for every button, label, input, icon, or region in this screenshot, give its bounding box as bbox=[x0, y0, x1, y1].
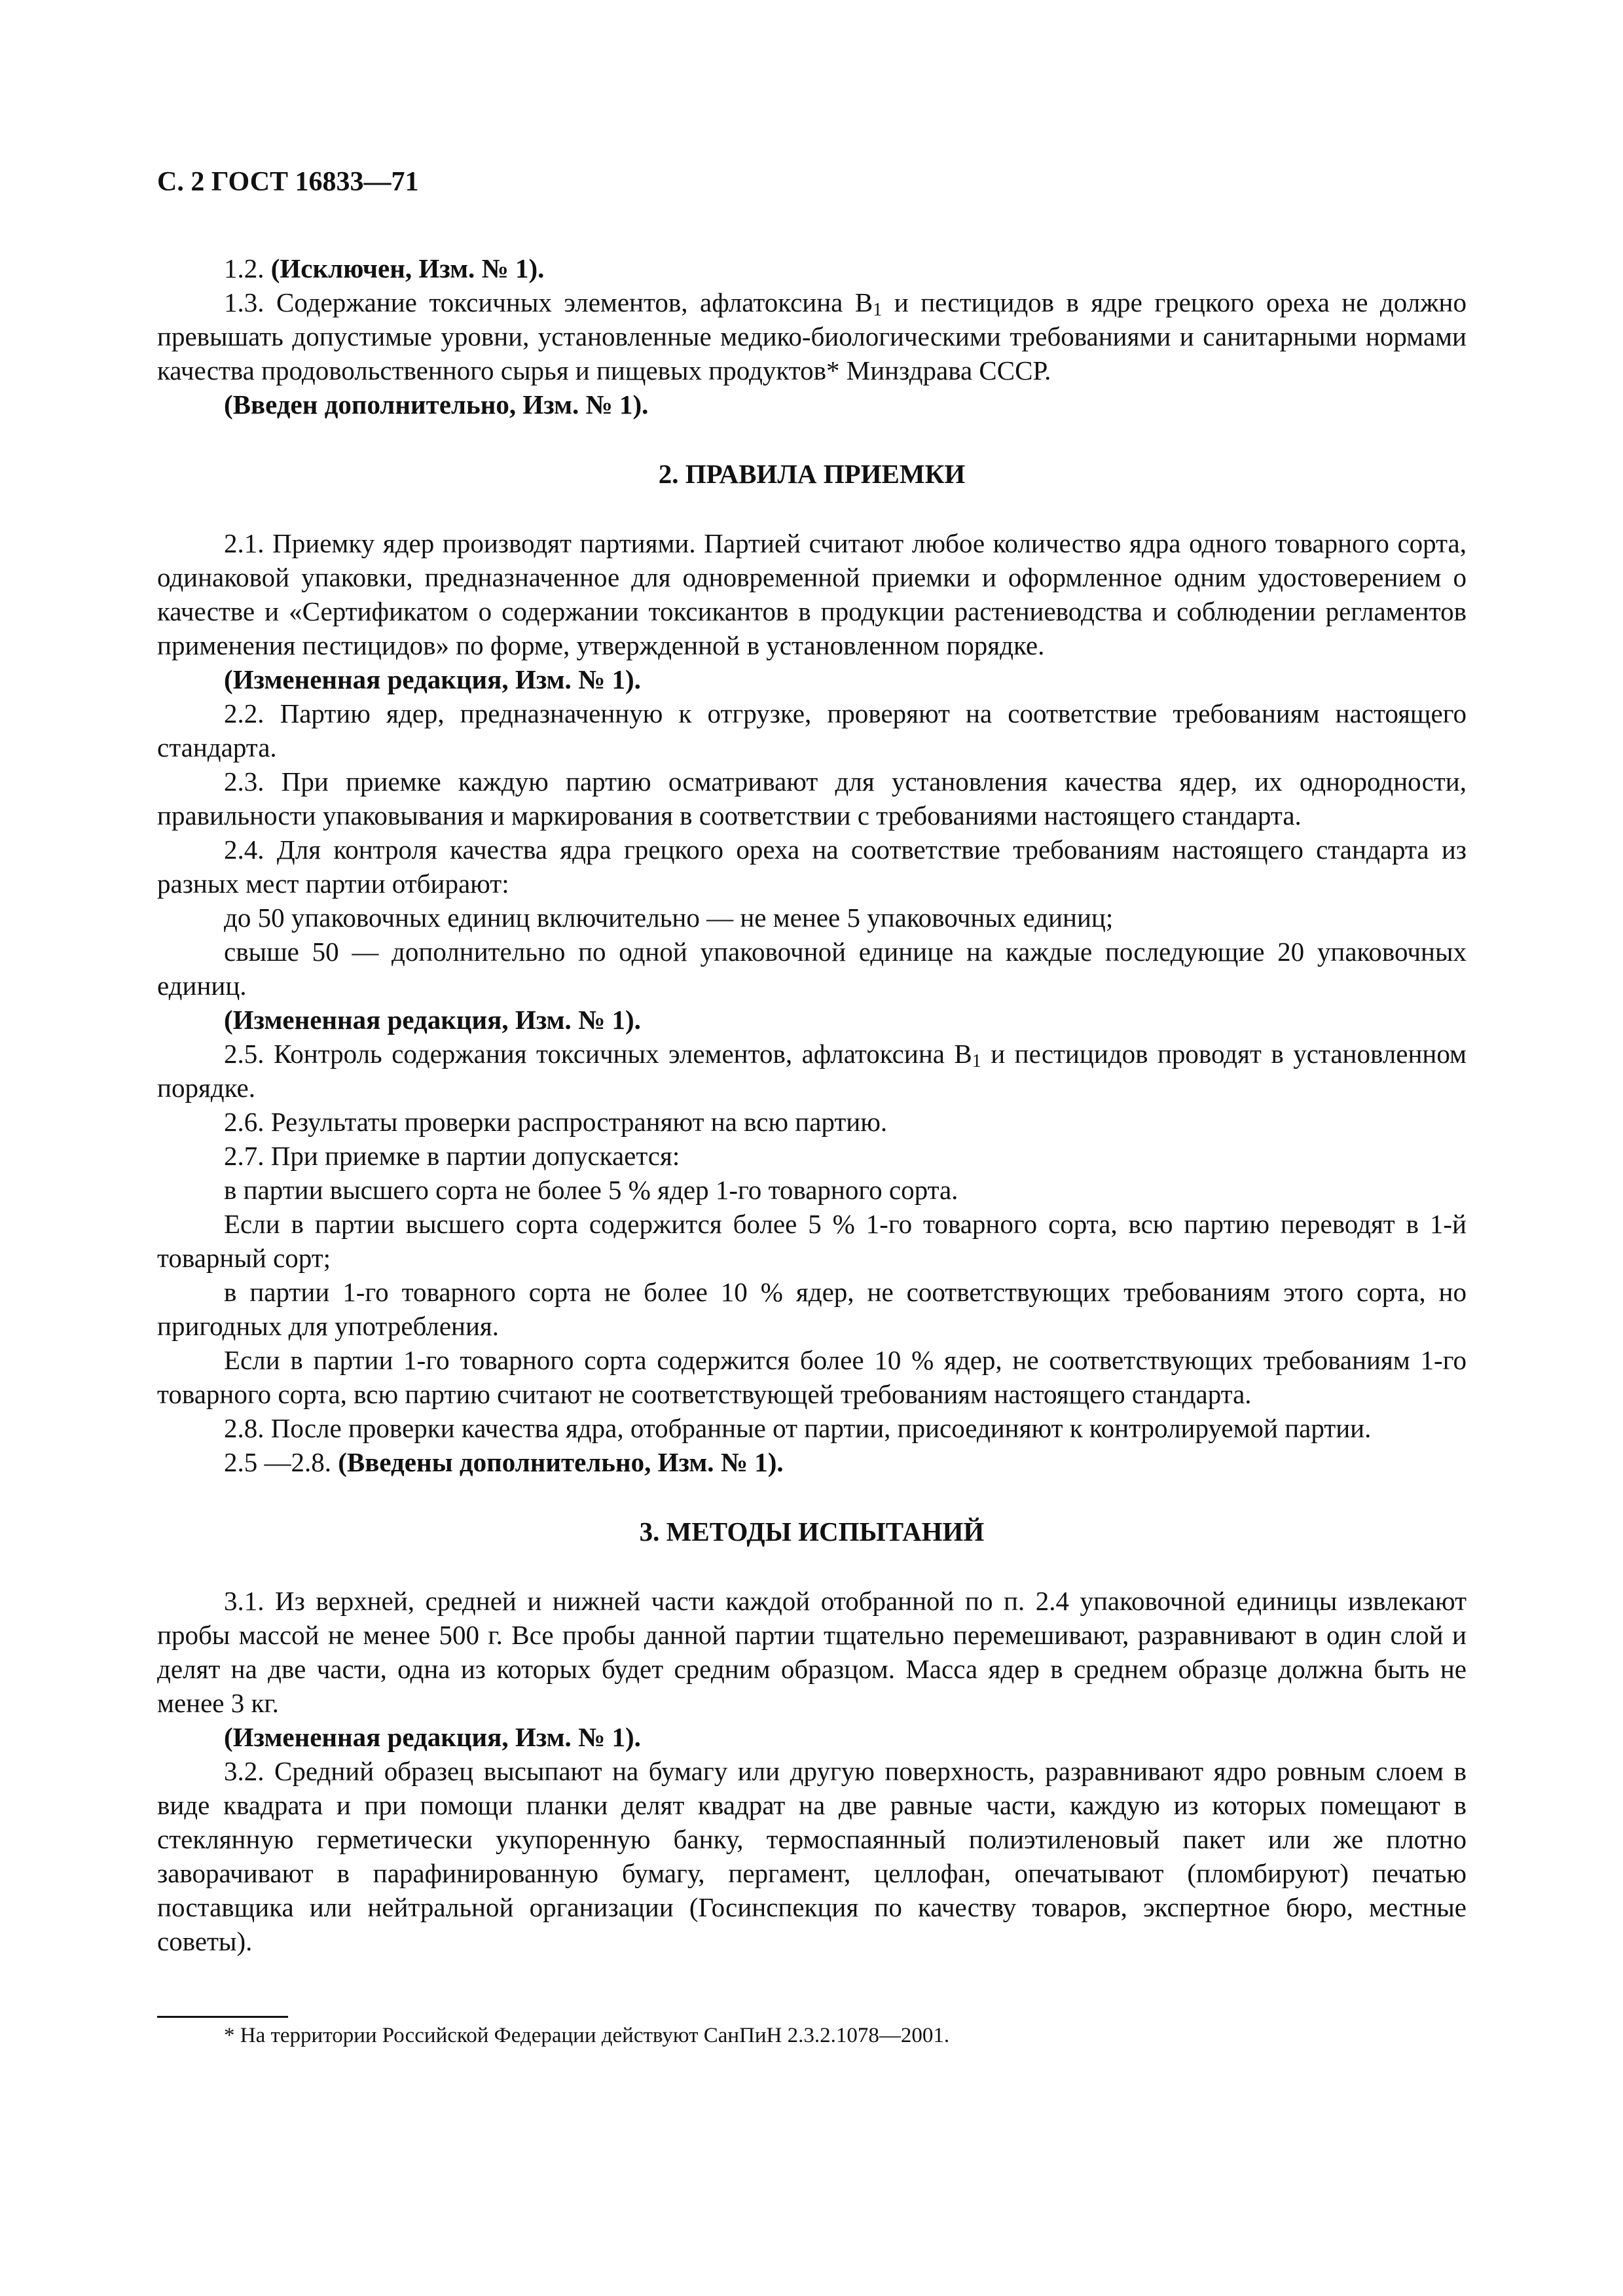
paragraph-2-7-c: в партии 1-го товарного сорта не более 10 % ядер, не соответствующих требованиям этого сорта, но пригодных для употребления. bbox=[157, 1277, 1467, 1341]
paragraph-2-6: 2.6. Результаты проверки распространяют на всю партию. bbox=[224, 1107, 888, 1137]
paragraph-2-3: 2.3. При приемке каждую партию осматривают для установления качества ядер, их однородности, правильности упаковывания и маркирования в соответствии с требованиями настоящего стандарта. bbox=[157, 766, 1467, 831]
clause-number: 2.5 —2.8. bbox=[224, 1447, 338, 1477]
amendment-note: (Исключен, Изм. № 1). bbox=[270, 253, 545, 283]
subscript: 1 bbox=[972, 1051, 981, 1071]
paragraph-2-7: 2.7. При приемке в партии допускается: bbox=[224, 1141, 680, 1171]
paragraph-2-4-a: до 50 упаковочных единиц включительно — не менее 5 упаковочных единиц; bbox=[224, 903, 1114, 933]
paragraph-2-7-b: Если в партии высшего сорта содержится более 5 % 1-го товарного сорта, всю партию переводят в 1-й товарный сорт; bbox=[157, 1209, 1467, 1273]
paragraph-1-3 bbox=[157, 285, 1467, 387]
paragraph-text: 1.3. Содержание токсичных элементов, афлатоксина B bbox=[224, 287, 873, 317]
amendment-note: (Измененная редакция, Изм. № 1). bbox=[224, 1005, 641, 1035]
paragraph-2-8: 2.8. После проверки качества ядра, отобранные от партии, присоединяют к контролируемой партии. bbox=[224, 1413, 1372, 1443]
paragraph-3-1: 3.1. Из верхней, средней и нижней части каждой отобранной по п. 2.4 упаковочной единицы извлекают пробы массой не менее 500 г. Все пробы данной партии тщательно перемешивают, разравнивают в один слой и делят на две части, одна из которых будет средним образцом. Масса ядер в среднем образце должна быть не менее 3 кг. bbox=[157, 1586, 1467, 1718]
paragraph-2-5-2-8-note bbox=[157, 1445, 1467, 1479]
paragraph-3-2: 3.2. Средний образец высыпают на бумагу или другую поверхность, разравнивают ядро ровным слоем в виде квадрата и при помощи планки делят квадрат на две равные части, каждую из которых помещают в стеклянную герметически укупоренную банку, термоспаянный полиэтиленовый пакет или же плотно заворачивают в парафинированную бумагу, пергамент, целлофан, опечатывают (пломбируют) печатью поставщика или нейтральной организации (Госинспекция по качеству товаров, экспертное бюро, местные советы). bbox=[157, 1756, 1467, 1956]
document-page bbox=[157, 164, 1467, 1958]
section-title-test-methods: 3. МЕТОДЫ ИСПЫТАНИЙ bbox=[639, 1516, 985, 1547]
amendment-note: (Измененная редакция, Изм. № 1). bbox=[224, 664, 641, 694]
paragraph-2-4: 2.4. Для контроля качества ядра грецкого ореха на соответствие требованиям настоящего стандарта из разных мест партии отбирают: bbox=[157, 834, 1467, 899]
paragraph-2-2: 2.2. Партию ядер, предназначенную к отгрузке, проверяют на соответствие требованиям настоящего стандарта. bbox=[157, 698, 1467, 762]
amendment-note: (Введены дополнительно, Изм. № 1). bbox=[338, 1447, 784, 1477]
paragraph-1-2 bbox=[157, 251, 1467, 285]
paragraph-text: и пестицидов проводят в установленном порядке. bbox=[157, 1039, 1467, 1103]
subscript: 1 bbox=[873, 300, 883, 320]
footnote-rule bbox=[157, 2016, 288, 2018]
paragraph-2-7-d: Если в партии 1-го товарного сорта содержится более 10 % ядер, не соответствующих требованиям 1-го товарного сорта, всю партию считают не соответствующей требованиям настоящего стандарта. bbox=[157, 1345, 1467, 1409]
paragraph-text: 2.5. Контроль содержания токсичных элементов, афлатоксина B bbox=[224, 1039, 972, 1069]
paragraph-text: и пестицидов в ядре грецкого ореха не должно превышать допустимые уровни, установленные медико-биологическими требованиями и санитарными нормами качества продовольственного сырья и пищевых продуктов* Минздрава СССР. bbox=[157, 287, 1467, 386]
footnote: * На территории Российской Федерации действуют СанПиН 2.3.2.1078—2001. bbox=[224, 2024, 950, 2047]
paragraph-2-5 bbox=[157, 1037, 1467, 1105]
running-head: С. 2 ГОСТ 16833—71 bbox=[157, 167, 419, 197]
amendment-note: (Измененная редакция, Изм. № 1). bbox=[224, 1722, 641, 1752]
paragraph-2-4-b: свыше 50 — дополнительно по одной упаковочной единице на каждые последующие 20 упаковочных единиц. bbox=[157, 937, 1467, 1001]
clause-number: 1.2. bbox=[224, 253, 271, 283]
amendment-note: (Введен дополнительно, Изм. № 1). bbox=[224, 389, 649, 420]
section-title-acceptance-rules: 2. ПРАВИЛА ПРИЕМКИ bbox=[658, 459, 966, 489]
paragraph-2-7-a: в партии высшего сорта не более 5 % ядер 1-го товарного сорта. bbox=[224, 1175, 958, 1205]
paragraph-2-1: 2.1. Приемку ядер производят партиями. Партией считают любое количество ядра одного товарного сорта, одинаковой упаковки, предназначенное для одновременной приемки и оформленное одним удостоверением о качестве и «Сертификатом о содержании токсикантов в продукции растениеводства и соблюдении регламентов применения пестицидов» по форме, утвержденной в установленном порядке. bbox=[157, 528, 1467, 660]
